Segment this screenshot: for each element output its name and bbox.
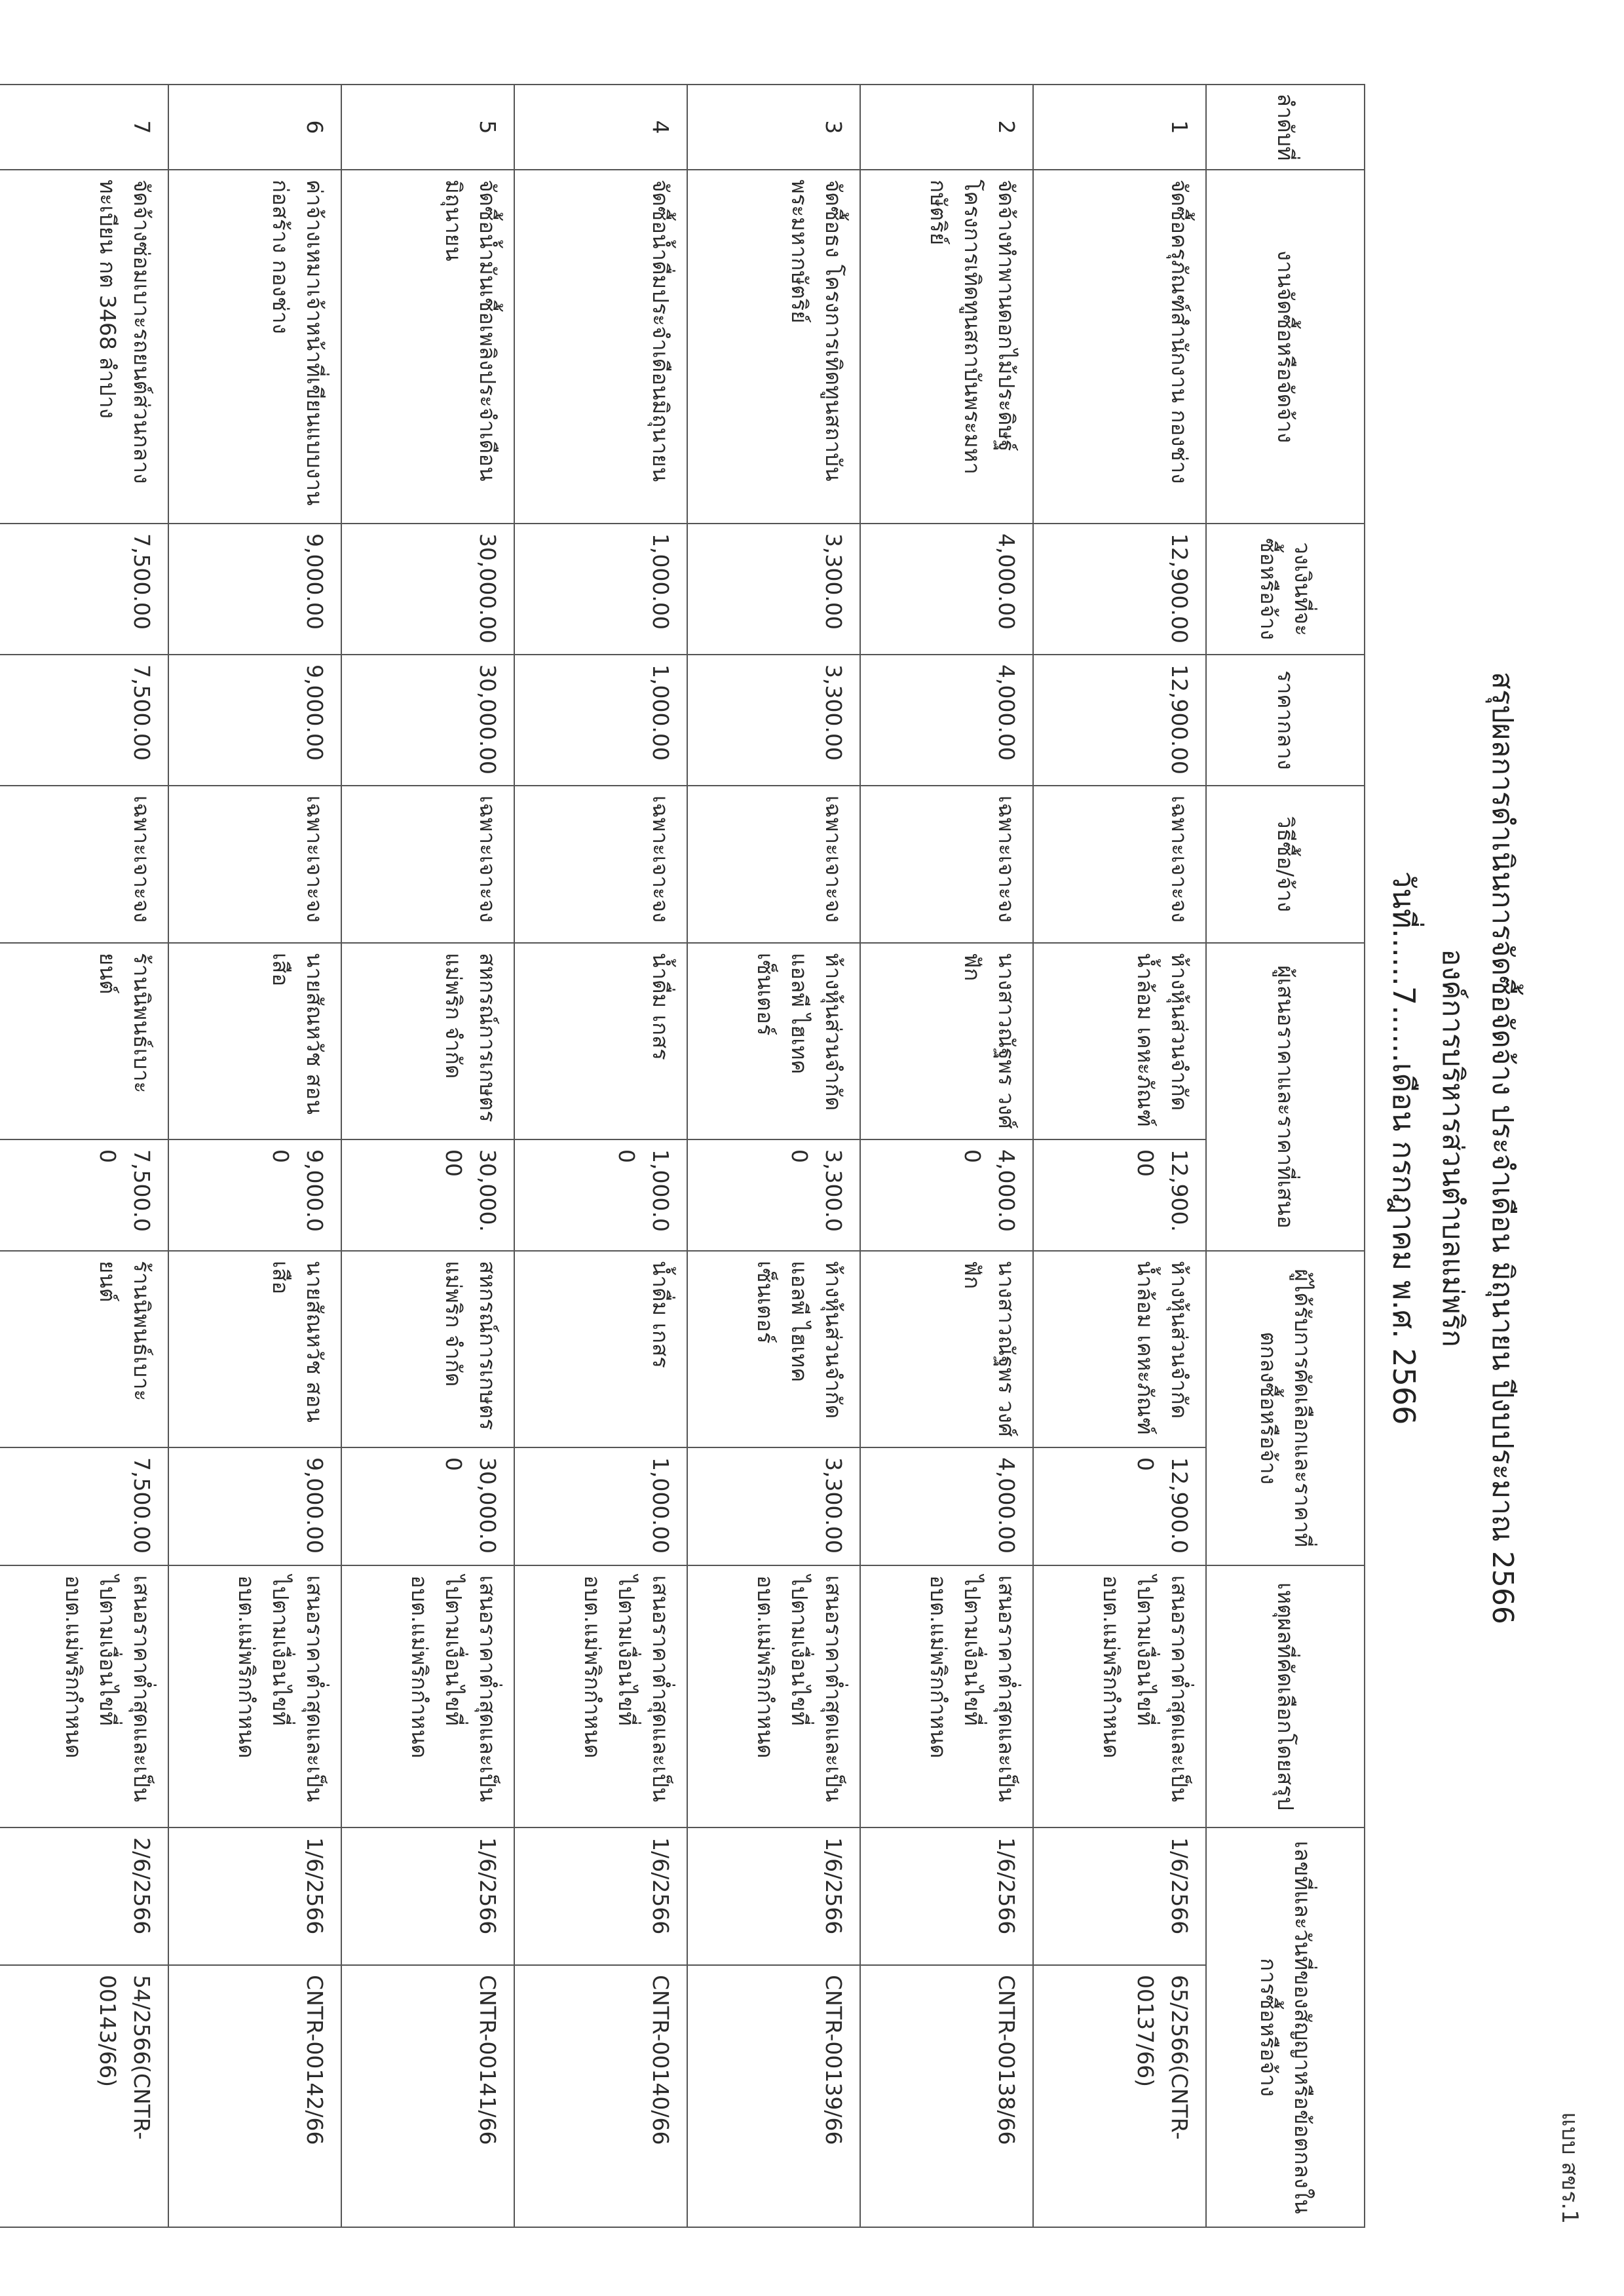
table-row <box>687 85 860 2227</box>
cell-bidder: ห้างหุ้นส่วนจำกัด น้ำล้อม เคหะภัณฑ์ <box>1033 943 1206 1139</box>
cell-bid-price: 9,000.00 <box>168 1139 341 1251</box>
table-row <box>514 85 687 2227</box>
cell-bid-price: 30,000.00 <box>341 1139 514 1251</box>
cell-contract-date: 1/6/2566 <box>514 1827 687 1965</box>
cell-no: 7 <box>0 85 168 170</box>
cell-bidder: ห้างหุ้นส่วนจำกัด แอลพี ไฮเทค เซ็นเตอร์ <box>687 943 860 1139</box>
cell-method: เฉพาะเจาะจง <box>0 786 168 943</box>
cell-winner: ห้างหุ้นส่วนจำกัด แอลพี ไฮเทค เซ็นเตอร์ <box>687 1251 860 1447</box>
cell-bidder: สหกรณ์การเกษตรแม่พริก จำกัด <box>341 943 514 1139</box>
cell-contract-date: 1/6/2566 <box>1033 1827 1206 1965</box>
cell-bid-price: 12,900.00 <box>1033 1139 1206 1251</box>
cell-median-price: 12,900.00 <box>1033 655 1206 786</box>
cell-winner-price: 7,500.00 <box>0 1447 168 1565</box>
cell-method: เฉพาะเจาะจง <box>341 786 514 943</box>
cell-budget: 30,000.00 <box>341 524 514 655</box>
cell-winner-price: 30,000.00 <box>341 1447 514 1565</box>
cell-budget: 1,000.00 <box>514 524 687 655</box>
cell-contract-no: 54/2566(CNTR-00143/66) <box>0 1965 168 2227</box>
cell-winner: น้ำดื่ม เกสร <box>514 1251 687 1447</box>
cell-contract-no: CNTR-00140/66 <box>514 1965 687 2227</box>
organization-name: องค์การบริหารส่วนตำบลแม่พริก <box>1436 949 1469 1347</box>
cell-item: จัดซื้อน้ำมันเชื้อเพลิงประจำเดือนมิถุนายน <box>341 170 514 524</box>
cell-item: ค่าจ้างเหมาเจ้าหน้าที่เขียนแบบงานก่อสร้าง กองช่าง <box>168 170 341 524</box>
form-code: แบบ สขร.1 <box>1557 2112 1583 2224</box>
cell-bid-price: 7,500.00 <box>0 1139 168 1251</box>
header-budget: วงเงินที่จะซื้อหรือจ้าง <box>1206 524 1365 655</box>
cell-no: 3 <box>687 85 860 170</box>
table-row <box>0 85 168 2227</box>
cell-contract-date: 1/6/2566 <box>687 1827 860 1965</box>
cell-median-price: 30,000.00 <box>341 655 514 786</box>
header-median-price: ราคากลาง <box>1206 655 1365 786</box>
cell-winner-price: 9,000.00 <box>168 1447 341 1565</box>
cell-bid-price: 3,300.00 <box>687 1139 860 1251</box>
table-row <box>1033 85 1206 2227</box>
cell-winner-price: 4,000.00 <box>860 1447 1033 1565</box>
cell-method: เฉพาะเจาะจง <box>687 786 860 943</box>
table-header-row <box>1206 85 1365 2227</box>
cell-winner-price: 3,300.00 <box>687 1447 860 1565</box>
cell-contract-no: CNTR-00141/66 <box>341 1965 514 2227</box>
table-row <box>168 85 341 2227</box>
cell-no: 4 <box>514 85 687 170</box>
cell-item: จัดจ้างซ่อมเบาะรถยนต์ส่วนกลาง ทะเบียน กต 3468 ลำปาง <box>0 170 168 524</box>
cell-no: 6 <box>168 85 341 170</box>
cell-winner: ห้างหุ้นส่วนจำกัด น้ำล้อม เคหะภัณฑ์ <box>1033 1251 1206 1447</box>
cell-median-price: 7,500.00 <box>0 655 168 786</box>
header-winner: ผู้ได้รับการคัดเลือกและราคาที่ตกลงซื้อหรือจ้าง <box>1206 1251 1365 1565</box>
cell-winner: นายสัณหวัช สอนเสือ <box>168 1251 341 1447</box>
cell-winner-price: 12,900.00 <box>1033 1447 1206 1565</box>
cell-reason: เสนอราคาต่ำสุดและเป็นไปตามเงื่อนไขที่ อบต.แม่พริกกำหนด <box>514 1565 687 1827</box>
cell-bidder: นายสัณหวัช สอนเสือ <box>168 943 341 1139</box>
cell-winner: ร้านนิพนธ์เบาะยนต์ <box>0 1251 168 1447</box>
cell-median-price: 4,000.00 <box>860 655 1033 786</box>
cell-method: เฉพาะเจาะจง <box>514 786 687 943</box>
report-date-line: วันที่......7......เดือน กรกฎาคม พ.ศ. 2566 <box>1386 871 1422 1425</box>
cell-bid-price: 1,000.00 <box>514 1139 687 1251</box>
cell-reason: เสนอราคาต่ำสุดและเป็นไปตามเงื่อนไขที่ อบต.แม่พริกกำหนด <box>860 1565 1033 1827</box>
cell-bidder: นางสาวณัฐพร วงศ์ฟัก <box>860 943 1033 1139</box>
cell-budget: 12,900.00 <box>1033 524 1206 655</box>
cell-contract-no: CNTR-00142/66 <box>168 1965 341 2227</box>
cell-winner: สหกรณ์การเกษตรแม่พริก จำกัด <box>341 1251 514 1447</box>
table-row <box>341 85 514 2227</box>
header-item: งานจัดซื้อหรือจัดจ้าง <box>1206 170 1365 524</box>
cell-method: เฉพาะเจาะจง <box>860 786 1033 943</box>
header-bidders: ผู้เสนอราคาและราคาที่เสนอ <box>1206 943 1365 1251</box>
cell-item: จัดซื้อธง โครงการเทิดทูนสถาบันพระมหากษัตริย์ <box>687 170 860 524</box>
cell-contract-date: 1/6/2566 <box>341 1827 514 1965</box>
cell-budget: 3,300.00 <box>687 524 860 655</box>
cell-contract-date: 2/6/2566 <box>0 1827 168 1965</box>
cell-no: 1 <box>1033 85 1206 170</box>
cell-reason: เสนอราคาต่ำสุดและเป็นไปตามเงื่อนไขที่ อบต.แม่พริกกำหนด <box>1033 1565 1206 1827</box>
table-row <box>860 85 1033 2227</box>
cell-bidder: ร้านนิพนธ์เบาะยนต์ <box>0 943 168 1139</box>
cell-reason: เสนอราคาต่ำสุดและเป็นไปตามเงื่อนไขที่ อบต.แม่พริกกำหนด <box>0 1565 168 1827</box>
header-no: ลำดับที่ <box>1206 85 1365 170</box>
cell-contract-no: CNTR-00139/66 <box>687 1965 860 2227</box>
report-title: สรุปผลการดำเนินการจัดซื้อจัดจ้าง ประจำเดือน มิถุนายน ปีงบประมาณ 2566 <box>1486 672 1519 1624</box>
cell-item: จัดซื้อครุภัณฑ์สำนักงาน กองช่าง <box>1033 170 1206 524</box>
cell-median-price: 1,000.00 <box>514 655 687 786</box>
header-reason: เหตุผลที่คัดเลือกโดยสรุป <box>1206 1565 1365 1827</box>
cell-contract-no: CNTR-00138/66 <box>860 1965 1033 2227</box>
cell-method: เฉพาะเจาะจง <box>168 786 341 943</box>
cell-budget: 9,000.00 <box>168 524 341 655</box>
cell-contract-date: 1/6/2566 <box>860 1827 1033 1965</box>
cell-bidder: น้ำดื่ม เกสร <box>514 943 687 1139</box>
cell-no: 2 <box>860 85 1033 170</box>
cell-contract-date: 1/6/2566 <box>168 1827 341 1965</box>
cell-item: จัดจ้างทำพานดอกไม้ประดิษฐ์ โครงการเทิดทูนสถาบันพระมหากษัตริย์ <box>860 170 1033 524</box>
cell-reason: เสนอราคาต่ำสุดและเป็นไปตามเงื่อนไขที่ อบต.แม่พริกกำหนด <box>687 1565 860 1827</box>
cell-reason: เสนอราคาต่ำสุดและเป็นไปตามเงื่อนไขที่ อบต.แม่พริกกำหนด <box>341 1565 514 1827</box>
cell-median-price: 3,300.00 <box>687 655 860 786</box>
cell-method: เฉพาะเจาะจง <box>1033 786 1206 943</box>
cell-no: 5 <box>341 85 514 170</box>
cell-budget: 7,500.00 <box>0 524 168 655</box>
cell-median-price: 9,000.00 <box>168 655 341 786</box>
cell-contract-no: 65/2566(CNTR-00137/66) <box>1033 1965 1206 2227</box>
procurement-table <box>0 84 1365 2228</box>
cell-item: จัดซื้อน้ำดื่มประจำเดือนมิถุนายน <box>514 170 687 524</box>
cell-reason: เสนอราคาต่ำสุดและเป็นไปตามเงื่อนไขที่ อบต.แม่พริกกำหนด <box>168 1565 341 1827</box>
cell-bid-price: 4,000.00 <box>860 1139 1033 1251</box>
header-method: วิธีซื้อ/จ้าง <box>1206 786 1365 943</box>
cell-budget: 4,000.00 <box>860 524 1033 655</box>
header-contract: เลขที่และวันที่ของสัญญาหรือข้อตกลงในการซื้อหรือจ้าง <box>1206 1827 1365 2227</box>
cell-winner: นางสาวณัฐพร วงศ์ฟัก <box>860 1251 1033 1447</box>
cell-winner-price: 1,000.00 <box>514 1447 687 1565</box>
